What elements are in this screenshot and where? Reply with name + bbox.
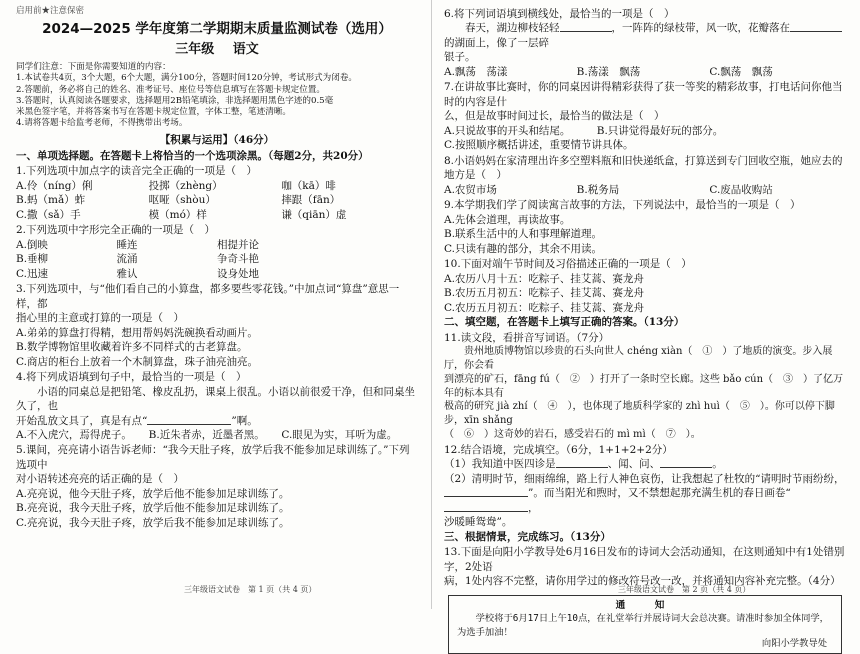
option-row (16, 208, 418, 222)
question-9 (444, 198, 846, 256)
option: 雅认 (116, 267, 138, 280)
instruction-line: 同学们注意：下面是你需要知道的内容： (16, 62, 171, 73)
page-2 (432, 0, 860, 650)
question-2 (16, 223, 418, 281)
option: C.迅速 (16, 267, 48, 280)
option: A.不入虎穴，焉得虎子。 (16, 429, 132, 441)
option: C.眼见为实，耳听为虚。 (281, 429, 398, 441)
notice-signature: 向阳小学教导处 (761, 638, 827, 650)
question-stem: 8.小语妈妈在家清理出许多空塑料瓶和旧快递纸盒，打算送到专门回收空瓶，她应去的地方是（ ） (444, 154, 843, 182)
option: C.飘荡 飘荡 (709, 65, 773, 78)
option: 呕哑（shòu） (148, 194, 216, 207)
section-heading-3: 三、根据情景，完成练习。（13分） (444, 530, 611, 543)
question-12 (444, 443, 846, 530)
instruction-line: 2.答题前，务必将自己的姓名、准考证号、座位号等信息填写在答题卡规定位置。 (16, 84, 325, 95)
question-5 (16, 443, 418, 530)
confidential-mark: 启用前★注意保密 (16, 6, 85, 16)
exam-instructions (16, 62, 418, 129)
option: C.商店的柜台上放着一个木制算盘，珠子油亮油亮。 (16, 355, 258, 368)
question-stem: 6.将下列词语填到横线处，最恰当的一项是（ ） (444, 8, 675, 20)
option: 设身处地 (217, 267, 259, 280)
option-row (16, 267, 418, 281)
question-1 (16, 164, 418, 222)
option-row (16, 428, 418, 442)
option: 投掷（zhèng） (148, 179, 223, 192)
option: 流涌 (116, 253, 138, 266)
question-stem: 2.下列选项中字形完全正确的一项是（ ） (16, 224, 216, 237)
option: B.垂柳 (16, 253, 49, 266)
option: A.倒映 (16, 238, 48, 251)
option: C.撒（sǎ）手 (16, 208, 81, 221)
question-passage-cont: 开始乱放文具了，真是有点“ ”啊。 (16, 414, 258, 427)
option: A.农历八月十五：吃粽子、挂艾蒿、赛龙舟 (444, 272, 644, 285)
fill-line-4: 沙暖睡鸳鸯”。 (444, 516, 513, 529)
question-passage: 春天，湖边柳枝轻轻 ，一阵阵的绿枝带，风一吹，花瓣落在的湖面上，像了一层碎 (444, 21, 846, 50)
option-row (16, 193, 418, 207)
option: 模（mó）样 (148, 208, 207, 221)
question-passage-cont: 银子。 (444, 51, 476, 64)
section-heading-1: 一、单项选择题。在答题卡上将恰当的一个选项涂黑。（每题2分，共20分） (16, 149, 369, 162)
option: 咖（kā）啡 (281, 179, 336, 192)
option-row (16, 252, 418, 266)
question-stem: 12.结合语境，完成填空。（6分，1+1+2+2分） (444, 443, 673, 456)
option: B.只讲觉得最好玩的部分。 (596, 124, 724, 137)
answer-blank (444, 486, 528, 497)
fill-line-1: （1）我知道中医四诊是 、闻、问、 。 (444, 458, 723, 471)
question-6 (444, 7, 846, 79)
option-row (16, 179, 418, 193)
option: C.按照顺序概括讲述，重要情节讲具体。 (444, 139, 634, 152)
option: A.农贸市场 (444, 183, 497, 196)
instruction-line: 3.答题时，认真阅读各题要求，选择题用2B铅笔填涂，非选择题用黑色字迹的0.5毫 (16, 95, 334, 106)
page-footer-1: 三年级语文试卷 第 1 页（共 4 页） (184, 585, 317, 594)
option: B.蚂（mǎ）蚱 (16, 194, 86, 207)
option: 摔跟（fān） (281, 194, 341, 207)
notice-body-cont: 为选手加油！ (457, 626, 513, 638)
notice-title: 通 知 (615, 599, 675, 611)
option: B.数学博物馆里收藏着许多不同样式的古老算盘。 (16, 341, 248, 354)
instruction-line: 1.本试卷共4页，3个大题，6个大题，满分100分，答题时间120分钟，考试形式为闭卷。 (16, 73, 358, 84)
question-stem: 1.下列选项中加点字的读音完全正确的一项是（ ） (16, 165, 258, 178)
question-stem-cont: 指心里的主意或打算的一项是（ ） (16, 312, 184, 325)
option-row (444, 65, 846, 79)
option: B.亮亮说，我今天肚子疼，放学后他不能参加足球训练了。 (16, 502, 290, 515)
answer-blank (560, 21, 612, 32)
part-heading: 【积累与运用】（46分） (159, 134, 275, 147)
answer-blank (660, 457, 712, 468)
question-stem: 3.下列选项中，与“他们看自己的小算盘，都多要些零花钱。”中加点词“算盘”意思一样，都 (16, 283, 400, 310)
question-passage: 贵州地质博物馆以珍贵的石头向世人 chéng xiàn（ ① ）了地质的演变。步入展厅，你会看 (444, 346, 833, 371)
option: A.飘荡 荡漾 (444, 65, 508, 78)
question-stem: 13.下面是向阳小学教导处6月16日发布的诗词大会活动通知，在这则通知中有1处错别字，2处语 (444, 546, 845, 573)
option: 争奇斗艳 (217, 253, 259, 266)
exam-subtitle (16, 41, 418, 59)
question-4 (16, 370, 418, 442)
option: C.只读有趣的部分，其余不用读。 (444, 242, 602, 255)
option: 相提并论 (217, 238, 259, 251)
question-passage-cont: 极高的研究 jià zhí（ ④ ），也体现了地质科学家的 zhì huì（ ⑤ ）。你可以停下脚步，xīn shǎng (444, 401, 835, 427)
question-passage-cont: 到漂亮的矿石，fāng fú（ ② ）打开了一条时空长廊。这些 bǎo cún（ ③ ）了亿万年的标本具有 (444, 373, 844, 399)
exam-title: 2024—2025 学年度第二学期期末质量监测试卷（选用） (42, 20, 392, 37)
question-stem: 7.在讲故事比赛时，你的同桌因讲得精彩获得了获一等奖的精彩故事，打电话问你他当时的内容是什 (444, 81, 843, 108)
option: 睡连 (116, 238, 138, 251)
question-stem: 4.将下列成语填到句子中，最恰当的一项是（ ） (16, 371, 247, 384)
instruction-line: 4.请将答题卡给监考老师，不得携带出考场。 (16, 118, 188, 129)
fill-line-3: ”。而当阳光和煦时，又不禁想起那充满生机的春日画卷“， (444, 486, 846, 515)
option: B.联系生活中的人和事理解道理。 (444, 228, 603, 241)
option: A.先体会道理，再读故事。 (444, 213, 571, 226)
answer-blank (790, 21, 842, 32)
option-row (16, 238, 418, 252)
fill-line-2: （2）清明时节，细雨绵绵，路上行人神色哀伤，让我想起了杜牧的“请明时节雨纷纷， (444, 472, 845, 485)
question-8 (444, 154, 846, 197)
question-stem-cont: 么，但是故事时间过长，最恰当的做法是（ ） (444, 110, 665, 123)
option: C.农历五月初五：吃粽子、挂艾蒿、赛龙舟 (444, 301, 644, 314)
answer-blank (147, 414, 231, 425)
option: A.亮亮说，他今天肚子疼，放学后他不能参加足球训练了。 (16, 487, 290, 500)
option: B.荡漾 飘荡 (576, 65, 641, 78)
option: C.废品收购站 (709, 183, 773, 196)
notice-body: 学校将于6月17日上午10点，在礼堂举行并展诗词大会总决赛。请准时参加全体同学， (475, 613, 829, 625)
option: A.只说故事的开头和结尾。 (444, 124, 571, 137)
instruction-line: 米黑色签字笔，并将答案书写在答题卡规定位置，字体工整，笔迹清晰。 (16, 106, 292, 117)
question-3 (16, 282, 418, 369)
question-7 (444, 80, 846, 152)
answer-blank (556, 457, 608, 468)
option: A.伶（níng）俐 (16, 179, 93, 192)
notice-box (448, 595, 842, 654)
option: B.农历五月初五：吃粽子、挂艾蒿、赛龙舟 (444, 287, 645, 300)
question-11 (444, 331, 846, 442)
option-row (444, 124, 846, 138)
question-stem: 5.课间，亮亮请小语告诉老师：“我今天肚子疼，放学后我不能参加足球训练了。”下列选项中 (16, 444, 410, 471)
question-passage: 小语的同桌总是把铅笔、橡皮乱扔，课桌上很乱。小语以前很爱干净，但和同桌坐久了，也 (16, 385, 415, 413)
page-1 (0, 0, 432, 609)
option: B.税务局 (576, 183, 620, 196)
option: A.弟弟的算盘打得精，想用帮妈妈洗碗换看动画片。 (16, 326, 258, 339)
option-row (444, 183, 846, 197)
question-stem: 11.读文段，看拼音写词语。（7分） (444, 331, 610, 344)
grade-label: 三年级 (175, 42, 215, 58)
subject-label: 语文 (232, 42, 259, 58)
question-stem: 9.本学期我们学了阅读寓言故事的方法，下列说法中，最恰当的一项是（ ） (444, 199, 801, 212)
section-heading-2: 二、填空题，在答题卡上填写正确的答案。（13分） (444, 316, 685, 329)
question-stem-cont: 病，1处内容不完整，请你用学过的修改符号改一改，并将通知内容补充完整。（4分） (444, 575, 841, 588)
page-footer-2: 三年级语文试卷 第 2 页（共 4 页） (618, 585, 751, 594)
option: 谦（qiān）虚 (281, 208, 347, 221)
question-stem: 10.下面对端午节时间及习俗描述正确的一项是（ ） (444, 258, 692, 271)
question-passage-cont: （ ⑥ ）这奇妙的岩石，感受岩石的 mì mì（ ⑦ ）。 (444, 428, 701, 440)
question-13 (444, 545, 846, 653)
question-10 (444, 257, 846, 315)
answer-blank (444, 501, 528, 512)
option: B.近朱者赤，近墨者黑。 (148, 429, 265, 441)
option: C.亮亮说，我今天肚子疼，放学后我不能参加足球训练了。 (16, 516, 290, 529)
question-stem-cont: 对小语转述亮亮的话正确的是（ ） (16, 473, 184, 486)
